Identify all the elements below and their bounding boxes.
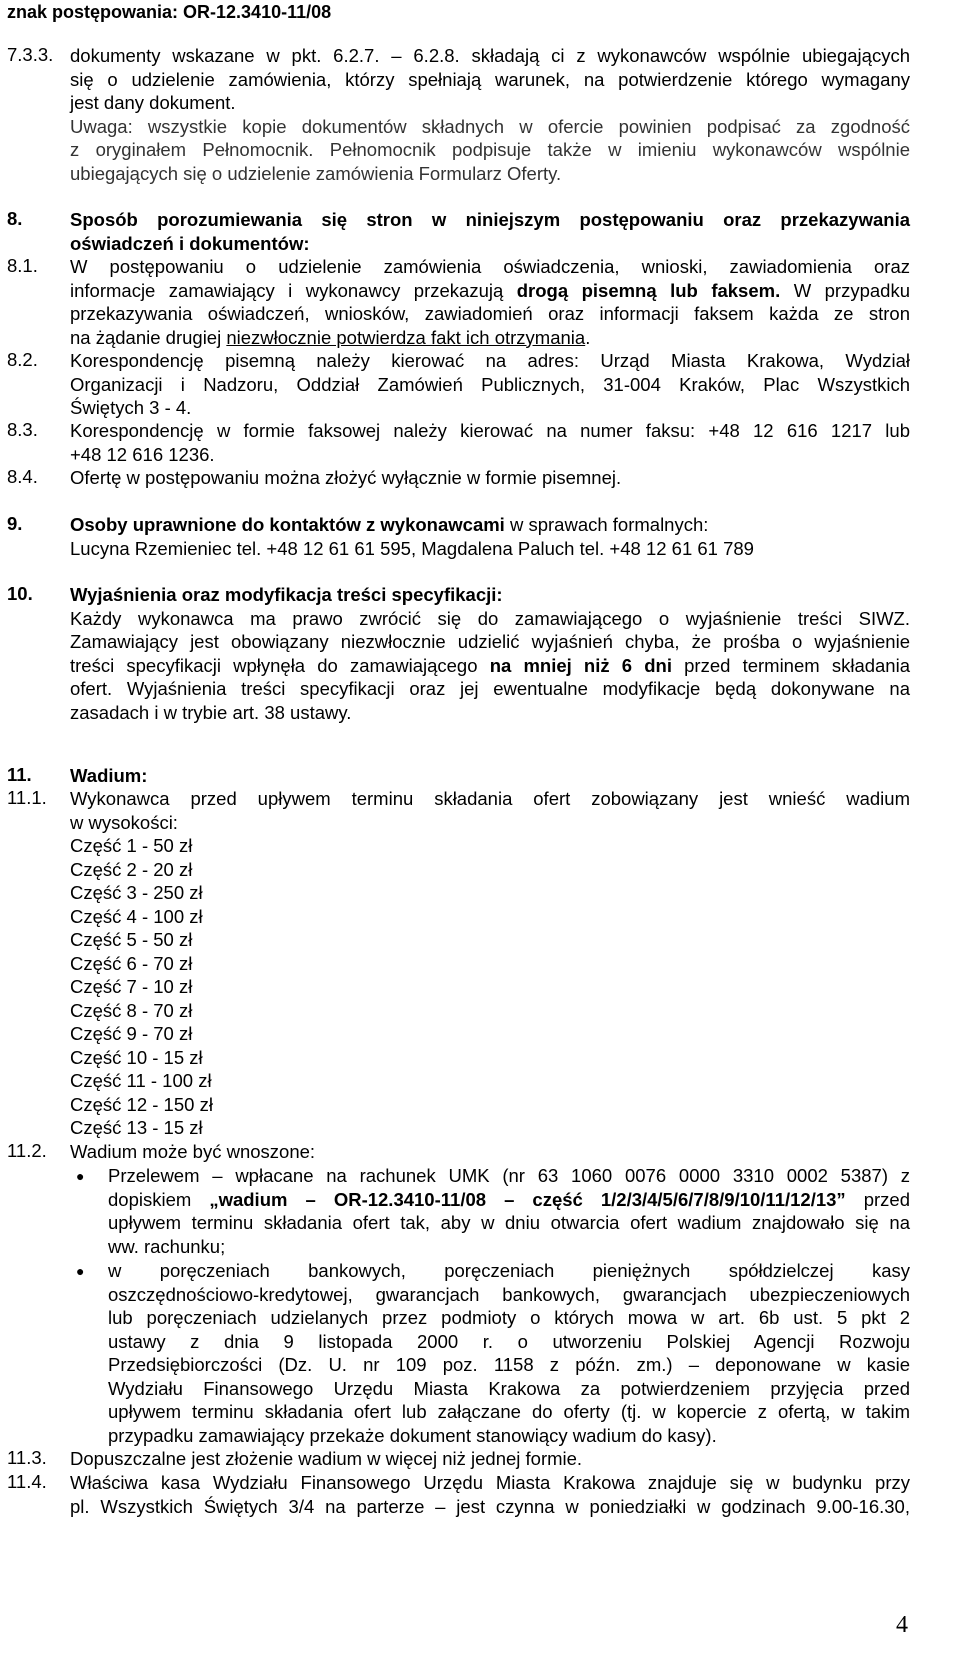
text-line: Wykonawca przed upływem terminu składania ofert zobowiązany jest wnieść wadium: [70, 788, 910, 809]
text-line: Przedsiębiorczości (Dz. U. nr 109 poz. 1158 z późn. zm.) – deponowane w kasie: [108, 1354, 910, 1375]
section-number: 11.: [7, 764, 32, 785]
section-number: 9.: [7, 513, 23, 534]
text-line: pl. Wszystkich Świętych 3/4 na parterze – jest czynna w poniedziałki w godzinach 9.00-16.30,: [70, 1495, 910, 1517]
bold-run: na mniej niż 6 dni: [489, 654, 672, 676]
text-run: informacje zamawiający i wykonawcy przekazują: [70, 279, 517, 301]
document-header: znak postępowania: OR-12.3410-11/08: [7, 2, 332, 22]
section-text: [70, 1140, 910, 1164]
section-number: 8.2.: [7, 349, 38, 370]
section-text: [70, 419, 910, 466]
text-line: W postępowaniu o udzielenie zamówienia oświadczenia, wnioski, zawiadomienia oraz: [70, 256, 910, 277]
text-line: Wydziału Finansowego Urzędu Miasta Krakowa za potwierdzeniem przyjęcia przed: [108, 1377, 910, 1399]
text-line: lub poręczeniach udzielanych przez podmioty o których mowa w art. 6b ust. 5 pkt 2: [108, 1307, 910, 1328]
title-line: Wadium:: [70, 765, 148, 786]
text-line: Właściwa kasa Wydziału Finansowego Urzędu Miasta Krakowa znajduje się w budynku przy: [70, 1472, 910, 1493]
section-title: [70, 208, 910, 255]
wadium-part: Część 3 - 250 zł: [70, 882, 203, 903]
section-number: 7.3.3.: [7, 44, 54, 65]
text-line: się o udzielenie zamówienia, którzy spełniają warunek, na potwierdzenie którego wymagany: [70, 68, 910, 90]
text-line: zasadach i w trybie art. 38 ustawy.: [70, 701, 352, 723]
bold-run: Osoby uprawnione do kontaktów z wykonawcami: [70, 514, 505, 535]
text-line: z oryginałem Pełnomocnik. Pełnomocnik podpisuje także w imieniu wykonawców wspólnie: [70, 139, 910, 160]
underlined-run: niezwłocznie potwierdza fakt ich otrzymania: [226, 326, 586, 348]
section-text: [70, 44, 910, 185]
text-line: Świętych 3 - 4.: [70, 397, 192, 418]
text-line: [108, 1188, 910, 1212]
text-line: Zamawiający jest obowiązany niezwłocznie udzielić wyjaśnień chyba, że prośba o wyjaśnienie: [70, 631, 910, 652]
text-line: ubiegających się o udzielenie zamówienia Formularz Oferty.: [70, 162, 562, 184]
section-text: [70, 1447, 910, 1471]
text-line: Dopuszczalne jest złożenie wadium w więcej niż jednej formie.: [70, 1448, 583, 1469]
wadium-part: Część 1 - 50 zł: [70, 835, 193, 856]
text-run: treści specyfikacji wpłynęła do zamawiającego: [70, 654, 490, 676]
text-run: przed: [845, 1188, 910, 1210]
wadium-part: Część 13 - 15 zł: [70, 1117, 203, 1138]
text-line: Każdy wykonawca ma prawo zwrócić się do zamawiającego o wyjaśnienie treści SIWZ.: [70, 607, 910, 629]
text-run: przed terminem składania: [671, 654, 910, 676]
section-number: 8.4.: [7, 466, 38, 487]
section-title: [70, 764, 910, 788]
text-line: ustawy z dnia 9 listopada 2000 r. o utworzeniu Polskiej Agencji Rozwoju: [108, 1330, 910, 1352]
text-run: w sprawach formalnych:: [504, 514, 709, 535]
section-text: [70, 583, 910, 724]
wadium-part: Część 10 - 15 zł: [70, 1046, 203, 1068]
page-number: 4: [896, 1612, 908, 1638]
section-number: 11.1.: [7, 787, 47, 808]
text-line: Korespondencję pisemną należy kierować na adres: Urząd Miasta Krakowa, Wydział: [70, 350, 910, 371]
section-title: Wyjaśnienia oraz modyfikacja treści specyfikacji:: [70, 584, 503, 605]
text-line: [70, 279, 910, 303]
section-number: 11.3.: [7, 1447, 47, 1468]
wadium-part: Część 6 - 70 zł: [70, 952, 193, 974]
text-line: +48 12 616 1236.: [70, 443, 215, 465]
text-line: przypadku zamawiający przekaże dokument stanowiący wadium do kasy).: [108, 1424, 717, 1446]
wadium-part: Część 5 - 50 zł: [70, 929, 193, 950]
text-line: Przelewem – wpłacane na rachunek UMK (nr 63 1060 0076 0000 3310 0002 5387) z: [108, 1165, 910, 1186]
text-run: W przypadku: [780, 279, 910, 301]
wadium-part: Część 4 - 100 zł: [70, 905, 203, 927]
text-line: [70, 513, 910, 537]
section-text: [70, 787, 910, 1140]
section-text: [70, 349, 910, 420]
text-line: oszczędnościowo-kredytowej, gwarancjach bankowych, gwarancjach ubezpieczeniowych: [108, 1283, 910, 1305]
section-number: 11.4.: [7, 1471, 47, 1492]
bold-run: „wadium – OR-12.3410-11/08 – część 1/2/3/4/5/6/7/8/9/10/11/12/13”: [209, 1188, 846, 1210]
text-run: na żądanie drugiej: [70, 326, 227, 348]
bullet-icon: ●: [76, 1168, 85, 1184]
title-line: Sposób porozumiewania się stron w niniejszym postępowaniu oraz przekazywania: [70, 209, 910, 230]
section-text: [70, 255, 910, 349]
bold-run: drogą pisemną lub faksem.: [516, 279, 781, 301]
text-line: [70, 326, 910, 350]
section-number: 8.3.: [7, 419, 38, 440]
text-line: w wysokości:: [70, 811, 178, 833]
text-run: dopiskiem: [108, 1188, 210, 1210]
section-number: 10.: [7, 583, 33, 604]
text-line: [70, 654, 910, 678]
section-text: [70, 513, 910, 560]
contacts-line: Lucyna Rzemieniec tel. +48 12 61 61 595, Magdalena Paluch tel. +48 12 61 61 789: [70, 537, 754, 559]
text-run: .: [585, 326, 591, 348]
text-line: upływem terminu składania ofert tak, aby w dniu otwarcia ofert wadium znajdowało się na: [108, 1212, 910, 1233]
section-number: 11.2.: [7, 1140, 47, 1161]
text-line: Wadium może być wnoszone:: [70, 1141, 316, 1162]
wadium-part: Część 12 - 150 zł: [70, 1093, 213, 1115]
bullet-icon: ●: [76, 1263, 85, 1279]
wadium-part: Część 7 - 10 zł: [70, 976, 193, 997]
section-number: 8.1.: [7, 255, 38, 276]
wadium-part: Część 11 - 100 zł: [70, 1070, 212, 1091]
section-text: [70, 466, 910, 490]
text-line: ofert. Wyjaśnienia treści specyfikacji oraz jej ewentualne modyfikacje będą dokonywane na: [70, 678, 910, 699]
text-line: upływem terminu składania ofert lub załączane do oferty (tj. w kopercie z ofertą, w takim: [108, 1401, 910, 1422]
bullet-text: [108, 1259, 910, 1447]
text-line: jest dany dokument.: [70, 92, 236, 113]
bullet-text: [108, 1164, 910, 1258]
text-line: ww. rachunku;: [108, 1235, 226, 1257]
text-line: Organizacji i Nadzoru, Oddział Zamówień Publicznych, 31-004 Kraków, Plac Wszystkich: [70, 373, 910, 395]
section-number: 8.: [7, 208, 23, 229]
title-line: oświadczeń i dokumentów:: [70, 232, 310, 254]
wadium-part: Część 8 - 70 zł: [70, 999, 193, 1021]
text-line: Ofertę w postępowaniu można złożyć wyłącznie w formie pisemnej.: [70, 467, 622, 488]
text-line: przekazywania oświadczeń, wniosków, zawiadomień oraz informacji faksem każda ze stron: [70, 303, 910, 324]
text-line: dokumenty wskazane w pkt. 6.2.7. – 6.2.8. składają ci z wykonawców wspólnie ubiegających: [70, 45, 910, 66]
text-line: Uwaga: wszystkie kopie dokumentów składnych w ofercie powinien podpisać za zgodność: [70, 115, 910, 137]
text-line: Korespondencję w formie faksowej należy kierować na numer faksu: +48 12 616 1217 lub: [70, 420, 910, 441]
wadium-part: Część 9 - 70 zł: [70, 1023, 193, 1044]
text-line: w poręczeniach bankowych, poręczeniach pieniężnych spółdzielczej kasy: [108, 1260, 910, 1281]
wadium-part: Część 2 - 20 zł: [70, 858, 193, 880]
section-text: [70, 1471, 910, 1518]
